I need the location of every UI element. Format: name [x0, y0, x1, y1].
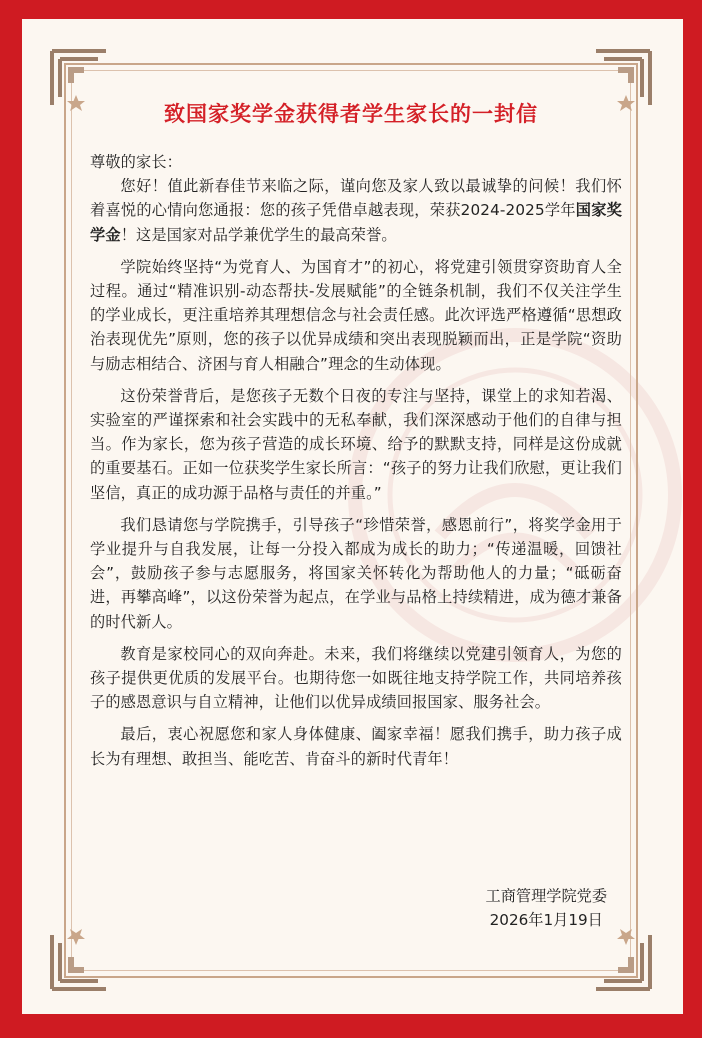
signature-block — [486, 884, 608, 932]
star-icon — [67, 929, 85, 945]
paragraph-greeting-end: ！这是国家对品学兼优学生的最高荣誉。 — [120, 225, 397, 244]
paragraph-request: 我们恳请您与学院携手，引导孩子“珍惜荣誉，感恩前行”，将奖学金用于学业提升与自我发展，让每一分投入都成为成长的助力；“传递温暖，回馈社会”，鼓励孩子参与志愿服务，将国家关怀转化为帮助他人的力量；“砥砺奋进，再攀高峰”，以这份荣誉为起点，在学业与品格上持续精进，成为德才兼备的时代新人。 — [90, 515, 622, 631]
letter-date: 2026年1月19日 — [489, 911, 603, 929]
paragraph-closing: 最后，衷心祝愿您和家人身体健康、阖家幸福！愿我们携手，助力孩子成长为有理想、敢担当、能吃苦、肯奋斗的新时代青年！ — [90, 725, 622, 768]
letter-body — [90, 150, 622, 779]
signature: 工商管理学院党委 — [485, 887, 607, 905]
paragraph-greeting-text: 您好！值此新春佳节来临之际，谨向您及家人致以最诚挚的问候！我们怀着喜悦的心情向您通报：您的孩子凭借卓越表现，荣获2024-2025学年 — [90, 177, 622, 220]
corner-ornament-icon — [48, 911, 130, 993]
star-icon — [617, 929, 635, 945]
paragraph-cooperation: 教育是家校同心的双向奔赴。未来，我们将继续以党建引领育人，为您的孩子提供更优质的发展平台。也期待您一如既往地支持学院工作，共同培养孩子的感恩意识与自立精神，让他们以优异成绩回报国家、服务社会。 — [90, 644, 622, 712]
paragraph-greeting — [90, 174, 622, 247]
letter-title: 致国家奖学金获得者学生家长的一封信 — [164, 102, 538, 126]
scholarship-name: 国家奖学金 — [90, 201, 622, 244]
salutation: 尊敬的家长： — [90, 153, 183, 171]
paragraph-college-mission: 学院始终坚持“为党育人、为国育才”的初心，将党建引领贯穿资助育人全过程。通过“精准识别-动态帮扶-发展赋能”的全链条机制，我们不仅关注学生的学业成长，更注重培养其理想信念与社会责任感。此次评选严格遵循“思想政治表现优先”原则，您的孩子以优异成绩和突出表现脱颖而出，正是学院“资助与励志相结合、济困与育人相融合”理念的生动体现。 — [90, 257, 622, 373]
paragraph-honor: 这份荣誉背后，是您孩子无数个日夜的专注与坚持，课堂上的求知若渴、实验室的严谨探索和社会实践中的无私奉献，我们深深感动于他们的自律与担当。作为家长，您为孩子营造的成长环境、给予的默默支持，同样是这份成就的重要基石。正如一位获奖学生家长所言：“孩子的努力让我们欣慰，更让我们坚信，真正的成功源于品格与责任的并重。” — [90, 386, 622, 502]
